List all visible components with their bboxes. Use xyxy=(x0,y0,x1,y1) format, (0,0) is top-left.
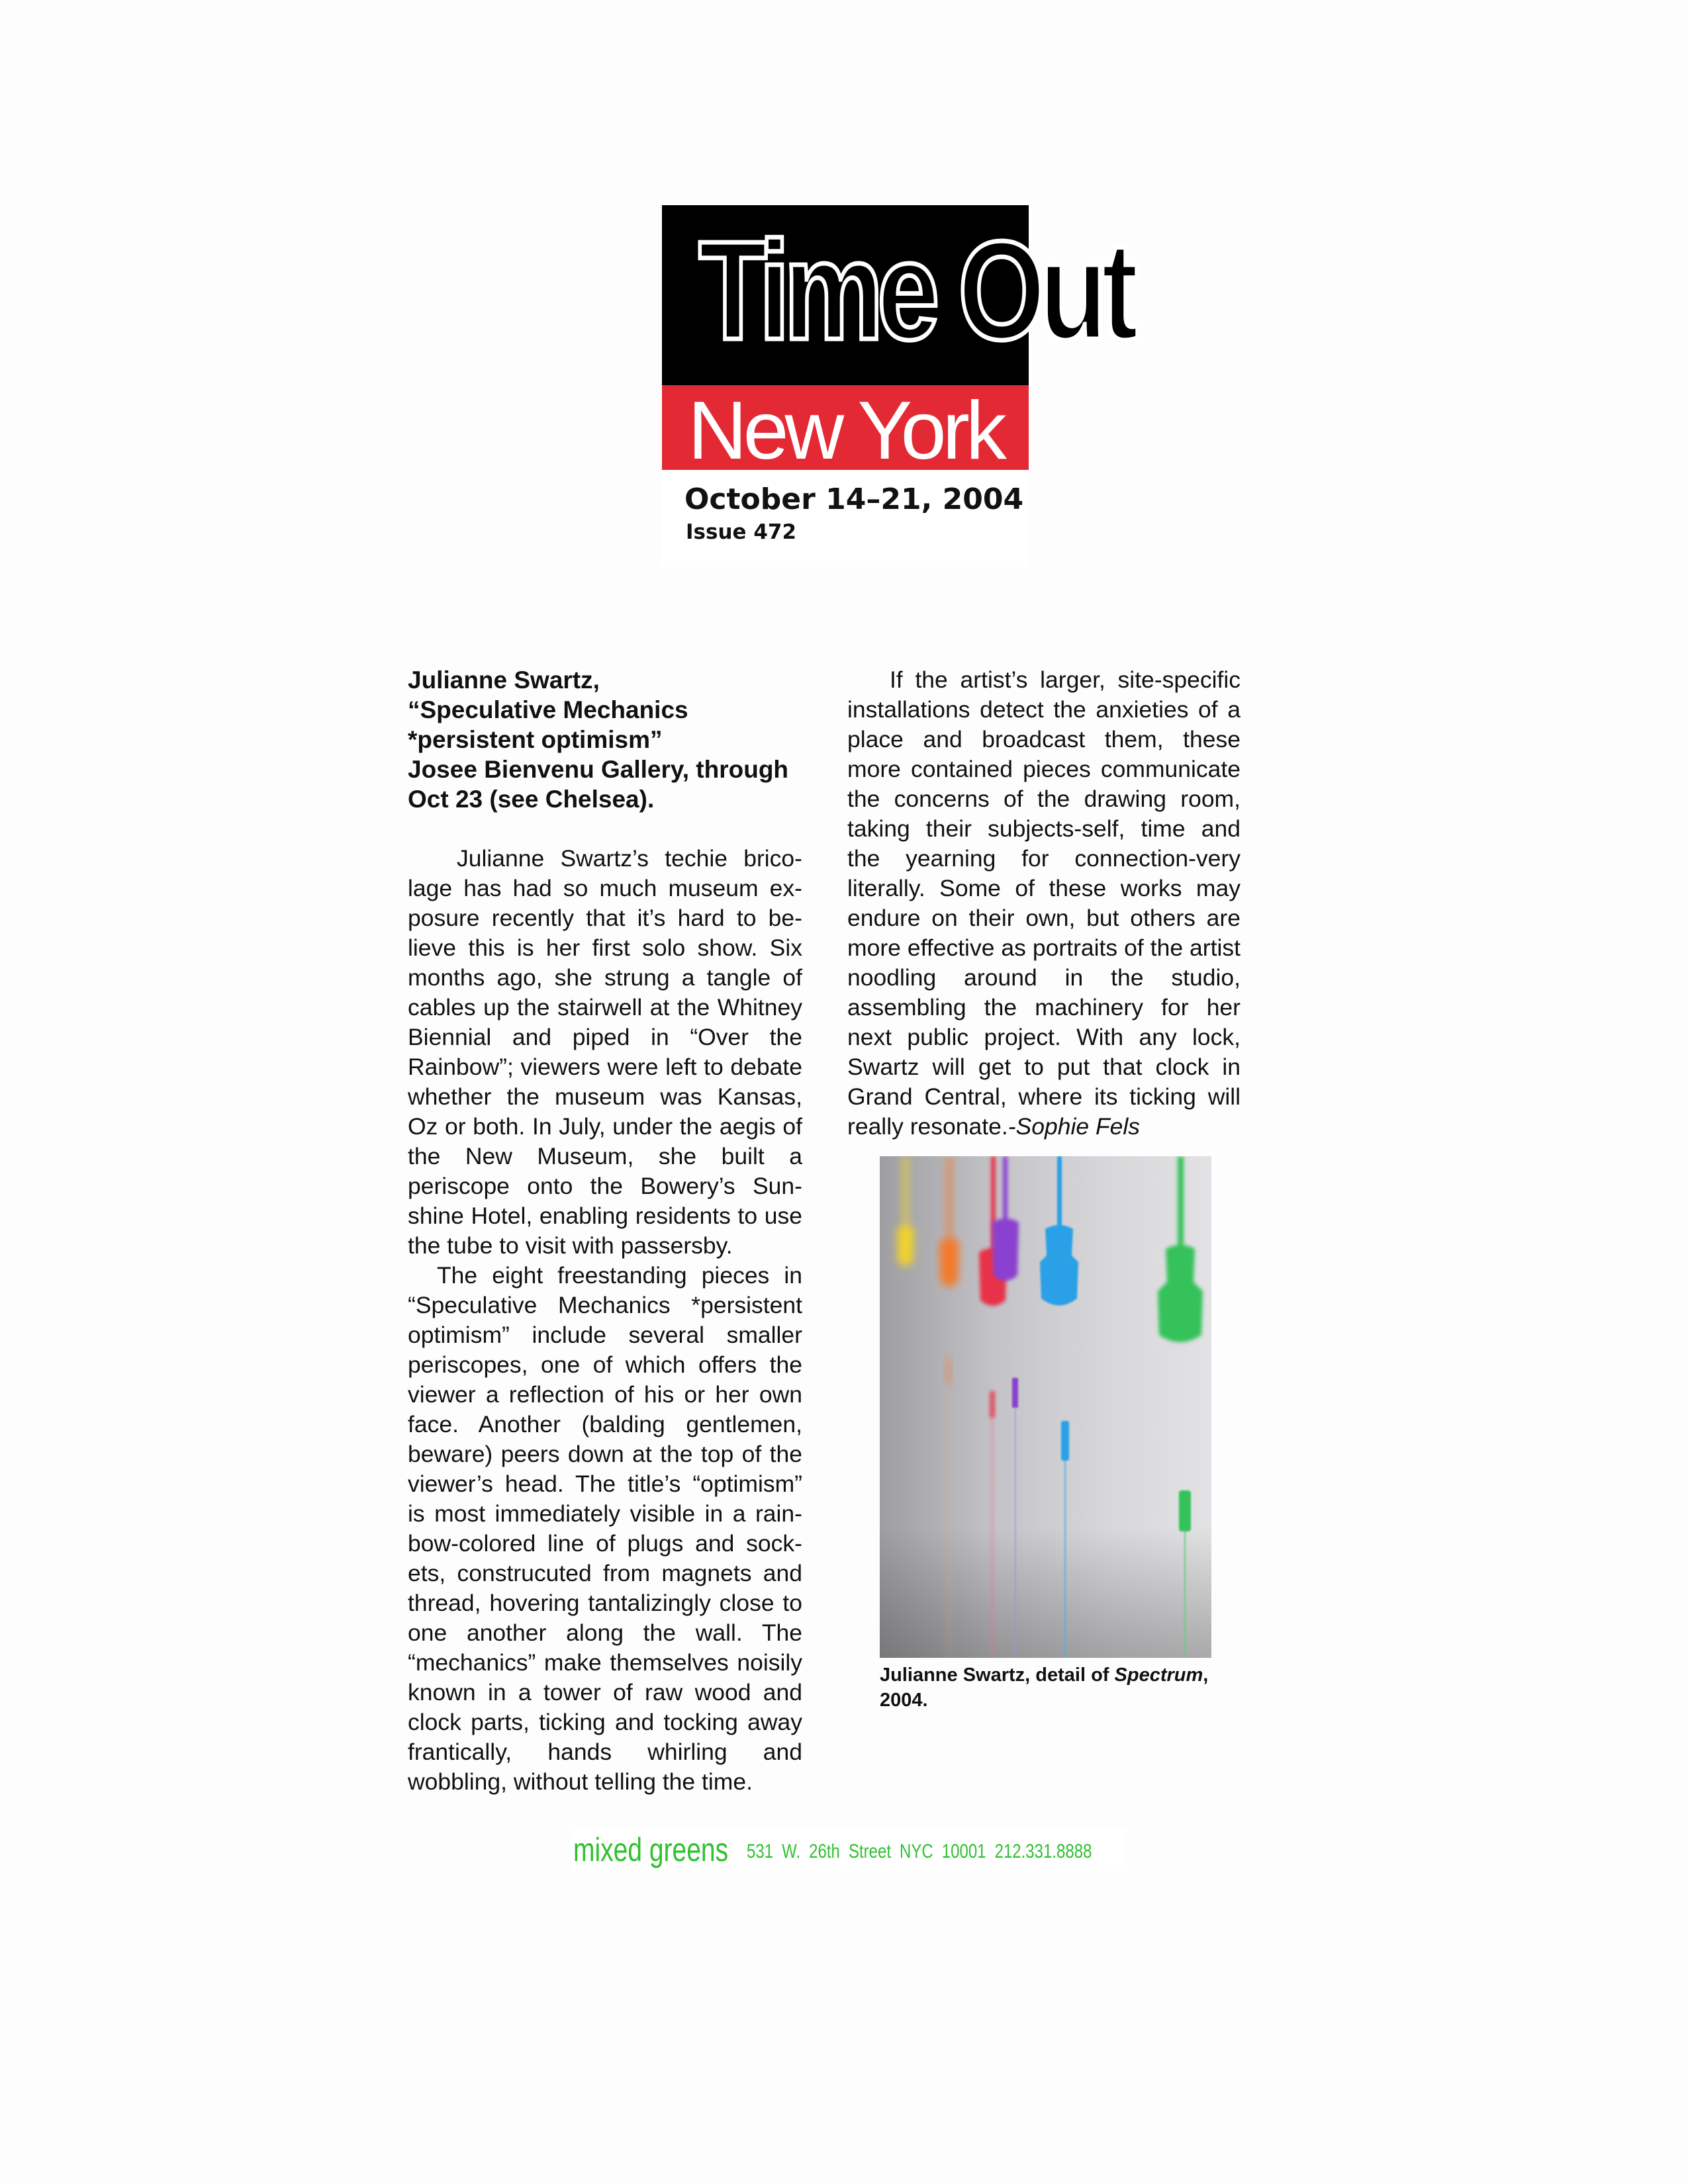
article-paragraph: The eight freestanding pieces in “Speculative Mechanics *persistent optimism” include several smaller periscopes, one of which offers the viewer a reflection of his or her own face. Another (balding gentlemen, beware) peers down at the top of the viewer’s head. The title’s “optimism” is most immediately visible in a rainbow-colored line of plugs and sockets, construcuted from magnets and thread, hovering tantalizingly close to one another along the wall. The “mechanics” make themselves noisily known in a tower of raw wood and clock parts, ticking and tocking away frantically, hands whirling and wobbling, without telling the time. xyxy=(408,1262,802,1795)
headline-line: “Speculative Mechanics xyxy=(408,696,688,723)
article-right-column xyxy=(847,665,1241,1142)
article-body-left xyxy=(408,844,802,1797)
issue-number: Issue 472 xyxy=(686,520,797,544)
caption-suffix: , xyxy=(1203,1664,1209,1686)
new-york-logo: New York xyxy=(688,385,1003,477)
spectrum-photo xyxy=(880,1156,1211,1658)
masthead xyxy=(662,205,1133,567)
gallery-brand: mixed greens xyxy=(573,1831,729,1868)
photo-caption xyxy=(880,1662,1224,1713)
headline-line: Oct 23 (see Chelsea). xyxy=(408,786,655,813)
article-headline xyxy=(408,665,802,814)
article-left-column xyxy=(408,665,802,1797)
byline: -Sophie Fels xyxy=(1008,1113,1141,1140)
headline-line: Julianne Swartz, xyxy=(408,666,600,694)
issue-date: October 14–21, 2004 xyxy=(684,482,1024,516)
article-paragraph-text: If the artist’s larger, site-specific installations detect the anxieties of a place and broadcast them, these more contained pieces communicate the concerns of the drawing room, taking their subjects-self, time and the yearning for connection-very literally. Some of these works may endure on their own, but others are more effective as portraits of the artist noodling around in the studio, assembling the machinery for her next public project. With any lock, Swartz will get to put that clock in Grand Central, where its ticking will really resonate. xyxy=(847,666,1241,1140)
article-paragraph: Julianne Swartz’s techie bricolage has had so much museum exposure recently that it’s hard to believe this is her first solo show. Six months ago, she strung a tangle of cables up the stairwell at the Whitney Biennial and piped in “Over the Rainbow”; viewers were left to debate whether the museum was Kansas, Oz or both. In July, under the aegis of the New Museum, she built a periscope onto the Bowery’s Sunshine Hotel, enabling residents to use the tube to visit with passersby. xyxy=(408,845,802,1259)
article-body-right xyxy=(847,665,1241,1142)
headline-line: Josee Bienvenu Gallery, through xyxy=(408,756,789,783)
caption-year: 2004. xyxy=(880,1690,928,1711)
gallery-footer xyxy=(571,1829,1127,1870)
spectrum-photo-image xyxy=(880,1156,1211,1658)
headline-line: *persistent optimism” xyxy=(408,726,663,753)
article-paragraph xyxy=(847,665,1241,1142)
caption-prefix: Julianne Swartz, detail of xyxy=(880,1664,1115,1686)
time-out-logo: Time Out xyxy=(698,212,1133,369)
caption-title: Spectrum xyxy=(1114,1664,1203,1686)
gallery-address: 531 W. 26th Street NYC 10001 212.331.8888 xyxy=(747,1841,1092,1862)
